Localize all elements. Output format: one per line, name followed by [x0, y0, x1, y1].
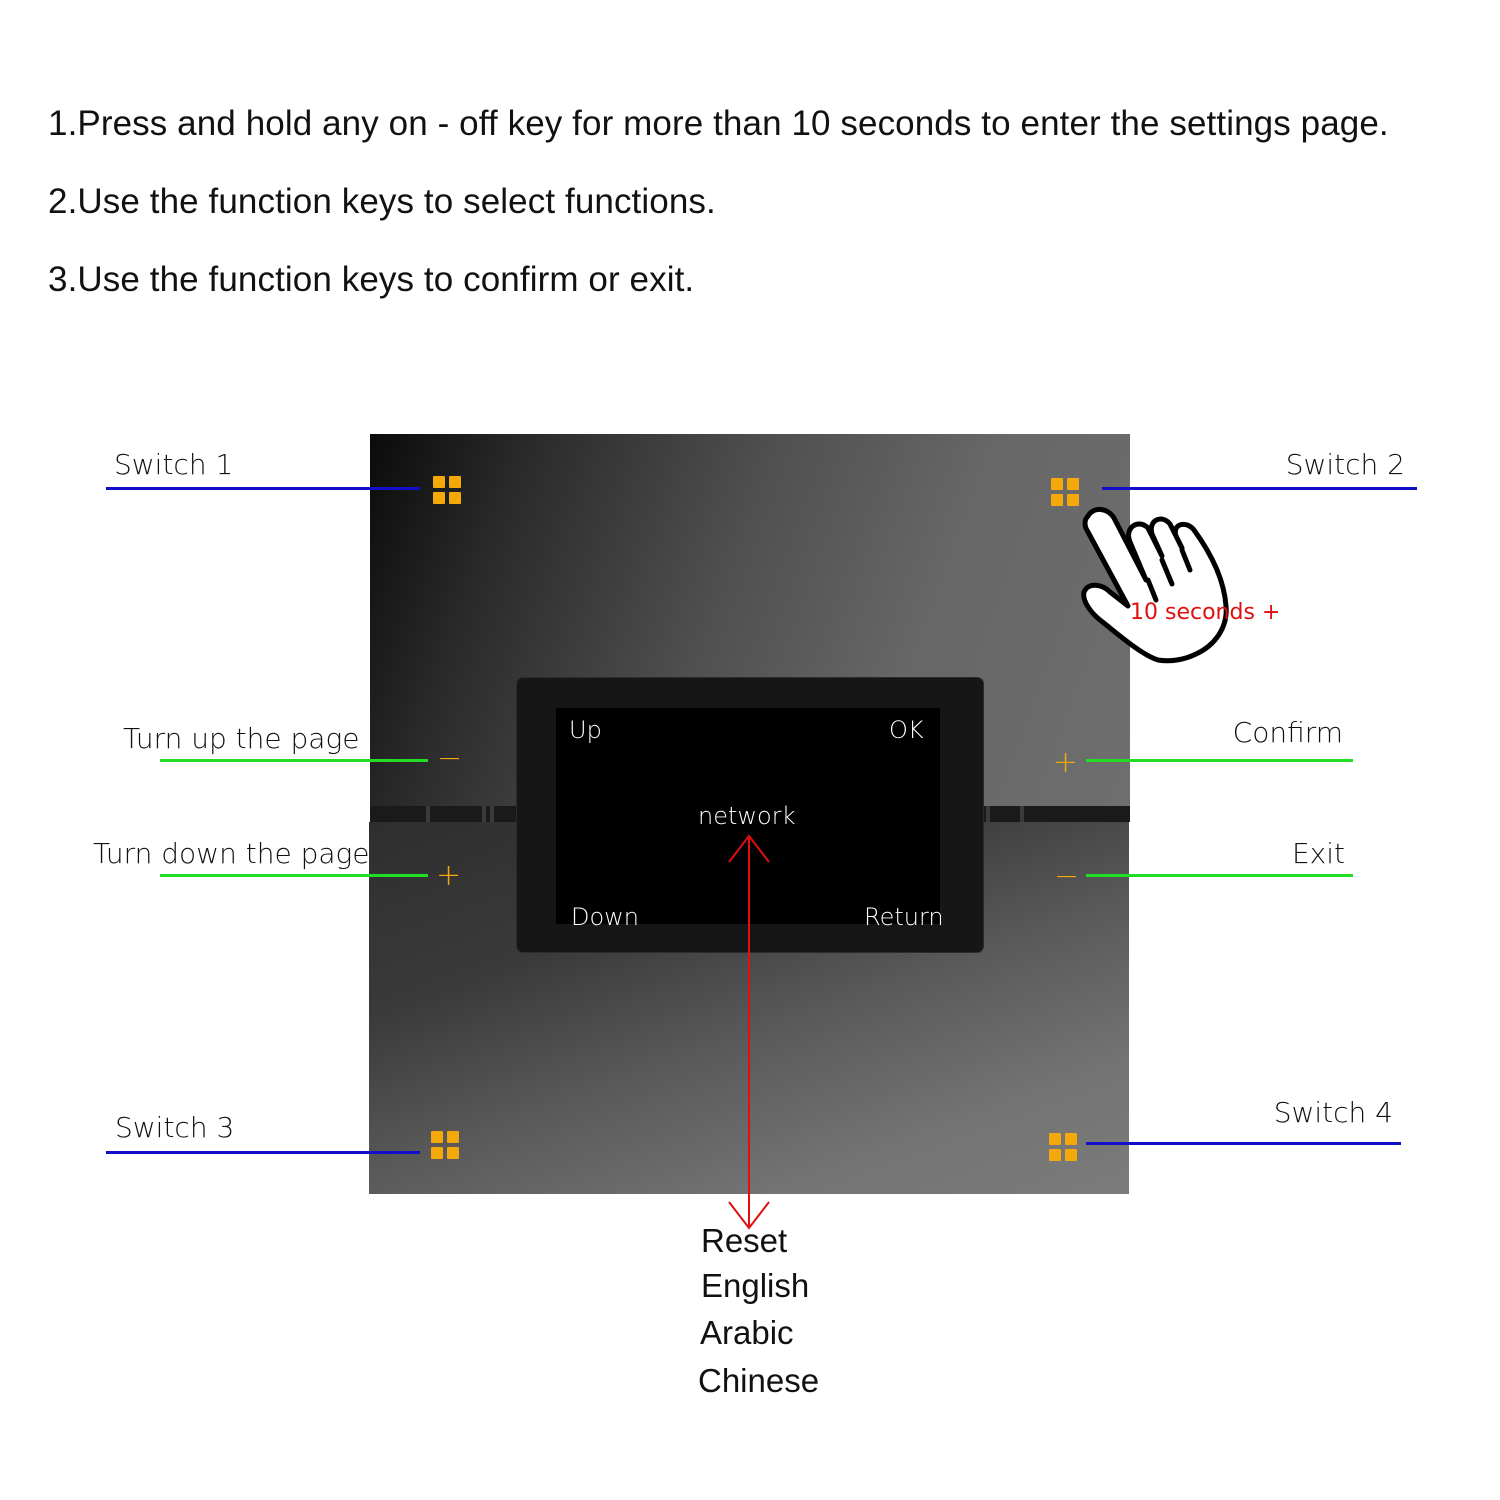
- exit-label: Exit: [1291, 837, 1345, 870]
- switch-3-label: Switch 3: [115, 1111, 235, 1144]
- exit-key[interactable]: −: [1054, 859, 1080, 894]
- screen-down-label: Down: [571, 903, 640, 931]
- menu-option-chinese: Chinese: [698, 1362, 820, 1399]
- instruction-1: 1.Press and hold any on - off key for more than 10 seconds to enter the settings page.: [48, 104, 1389, 143]
- arrow-up-down-icon: [729, 836, 769, 1228]
- menu-option-reset: Reset: [701, 1222, 788, 1259]
- menu-option-english: English: [701, 1267, 810, 1304]
- turn-up-label: Turn up the page: [123, 722, 360, 755]
- turn-down-label: Turn down the page: [93, 837, 370, 870]
- screen-up-label: Up: [569, 716, 602, 744]
- screen-menu-item: network: [698, 802, 796, 830]
- instruction-3: 3.Use the function keys to confirm or exit.: [48, 260, 695, 299]
- page-down-key[interactable]: +: [436, 858, 462, 893]
- page-up-key[interactable]: −: [437, 741, 463, 776]
- confirm-key[interactable]: +: [1053, 745, 1079, 780]
- screen-return-label: Return: [864, 903, 944, 931]
- switch-4-label: Switch 4: [1273, 1096, 1393, 1129]
- hand-pointer-icon: [1084, 509, 1226, 660]
- screen-ok-label: OK: [889, 716, 924, 744]
- menu-option-arabic: Arabic: [700, 1314, 794, 1351]
- instruction-2: 2.Use the function keys to select functions.: [48, 182, 716, 221]
- switch-2-label: Switch 2: [1285, 448, 1405, 481]
- hold-duration-hint: 10 seconds +: [1130, 600, 1281, 625]
- confirm-label: Confirm: [1232, 716, 1343, 749]
- switch-1-label: Switch 1: [114, 448, 234, 481]
